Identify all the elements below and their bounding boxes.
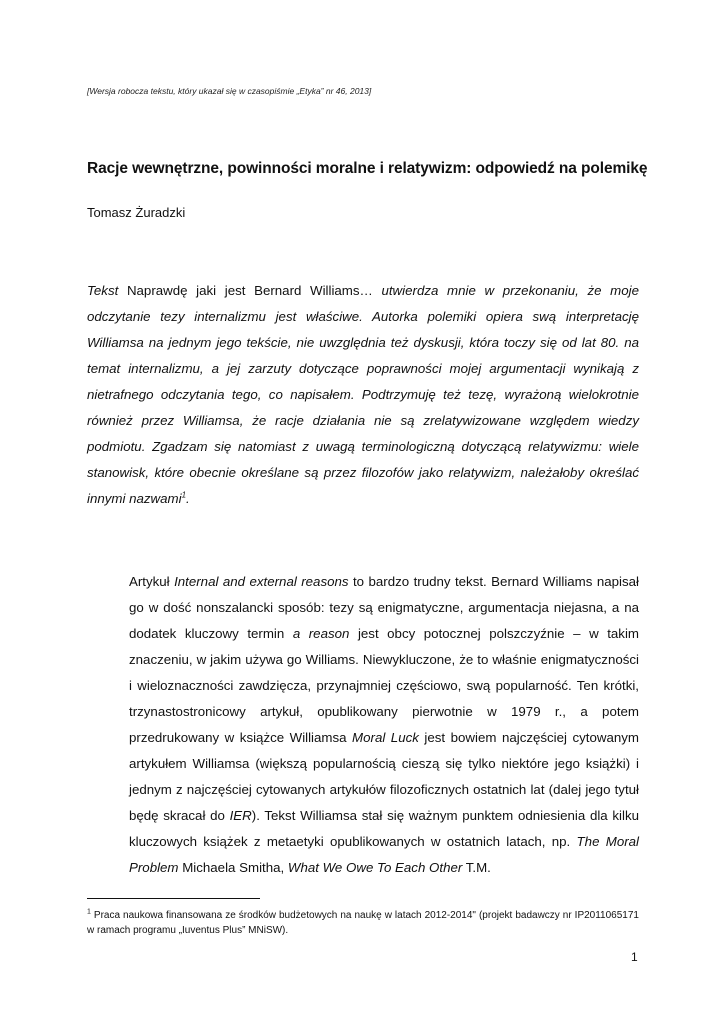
article-title: Racje wewnętrzne, powinności moralne i relatywizm: odpowiedź na polemikę [87, 160, 648, 177]
abbreviation-italic: IER [229, 808, 252, 823]
footnote-text: Praca naukowa finansowana ze środków budżetowych na naukę w latach 2012-2014" (projekt badawczy nr IP2011065171 w ramach programu „Iuventus Plus” MNiSW). [87, 910, 639, 936]
cited-title: Internal and external reasons [174, 574, 349, 589]
footnote-mark: 1 [87, 908, 91, 916]
footnote-separator [87, 898, 260, 899]
text-segment: jest bowiem najczęściej cytowanym artykułem Williamsa (większą popularnością cieszą się tylko niektóre jego książki) i jednym z najczęściej cytowanych artykułów filozoficznych ostatnich lat (dalej jego tytuł będę skracał do [129, 730, 640, 823]
footnote [87, 908, 639, 938]
text-segment: Michaela Smitha, [178, 860, 288, 875]
page-number: 1 [631, 950, 638, 964]
text-segment: to bardzo trudny tekst. Bernard Williams napisał go w dość nonszalancki sposób: tezy są enigmatyczne, argumentacja niejasna, a na dodatek kluczowy termin [129, 574, 639, 641]
text-segment: ). Tekst Williamsa stał się ważnym punktem odniesienia dla kilku kluczowych książek z metaetyki opublikowanych w ostatnich latach, np. [129, 808, 639, 849]
abstract-text: utwierdza mnie w przekonaniu, że moje odczytanie tezy internalizmu jest właściwe. Autorka polemiki opiera swą interpretację Williamsa na jednym jego tekście, nie uwzględnia też dyskusji, która toczy się od lat 80. na temat internalizmu, a jej zarzuty dotyczące poprawności mojej argumentacji wynikają z nietrafnego odczytania tego, co napisałem. Podtrzymuję też tezę, wyrażoną wielokrotnie również przez Williamsa, że racje działania nie są zrelatywizowane względem wiedzy podmiotu. Zgadzam się natomiast z uwagą terminologiczną dotyczącą relatywizmu: wiele stanowisk, które obecnie określane są przez filozofów jako relatywizm, należałoby określać innymi nazwami [87, 283, 639, 506]
main-paragraph-text [87, 569, 639, 881]
term-italic: a reason [292, 626, 350, 641]
abstract-lead-word: Tekst [87, 283, 119, 298]
draft-note: [Wersja robocza tekstu, który ukazał się w czasopiśmie „Etyka” nr 46, 2013] [87, 86, 372, 96]
abstract-paragraph [87, 278, 639, 512]
main-paragraph [87, 569, 639, 881]
footnote-reference[interactable]: 1 [181, 490, 187, 500]
cited-title: The Moral Problem [129, 834, 639, 875]
cited-title: Moral Luck [352, 730, 419, 745]
text-segment: Artykuł [129, 574, 175, 589]
cited-title: What We Owe To Each Other [287, 860, 463, 875]
author-name: Tomasz Żuradzki [87, 205, 186, 220]
abstract-work-title: Naprawdę jaki jest Bernard Williams… [126, 283, 373, 298]
text-segment: jest obcy potocznej polszczyźnie – w takim znaczeniu, w jakim używa go Williams. Niewykluczone, że to właśnie enigmatyczności i wieloznaczności zawdzięcza, przynajmniej częściowo, swą popularność. Ten krótki, trzynastostronicowy artykuł, opublikowany pierwotnie w 1979 r., a potem przedrukowany w książce Williamsa [129, 626, 639, 745]
abstract-end: . [186, 491, 190, 506]
text-segment: T.M. [462, 860, 491, 875]
